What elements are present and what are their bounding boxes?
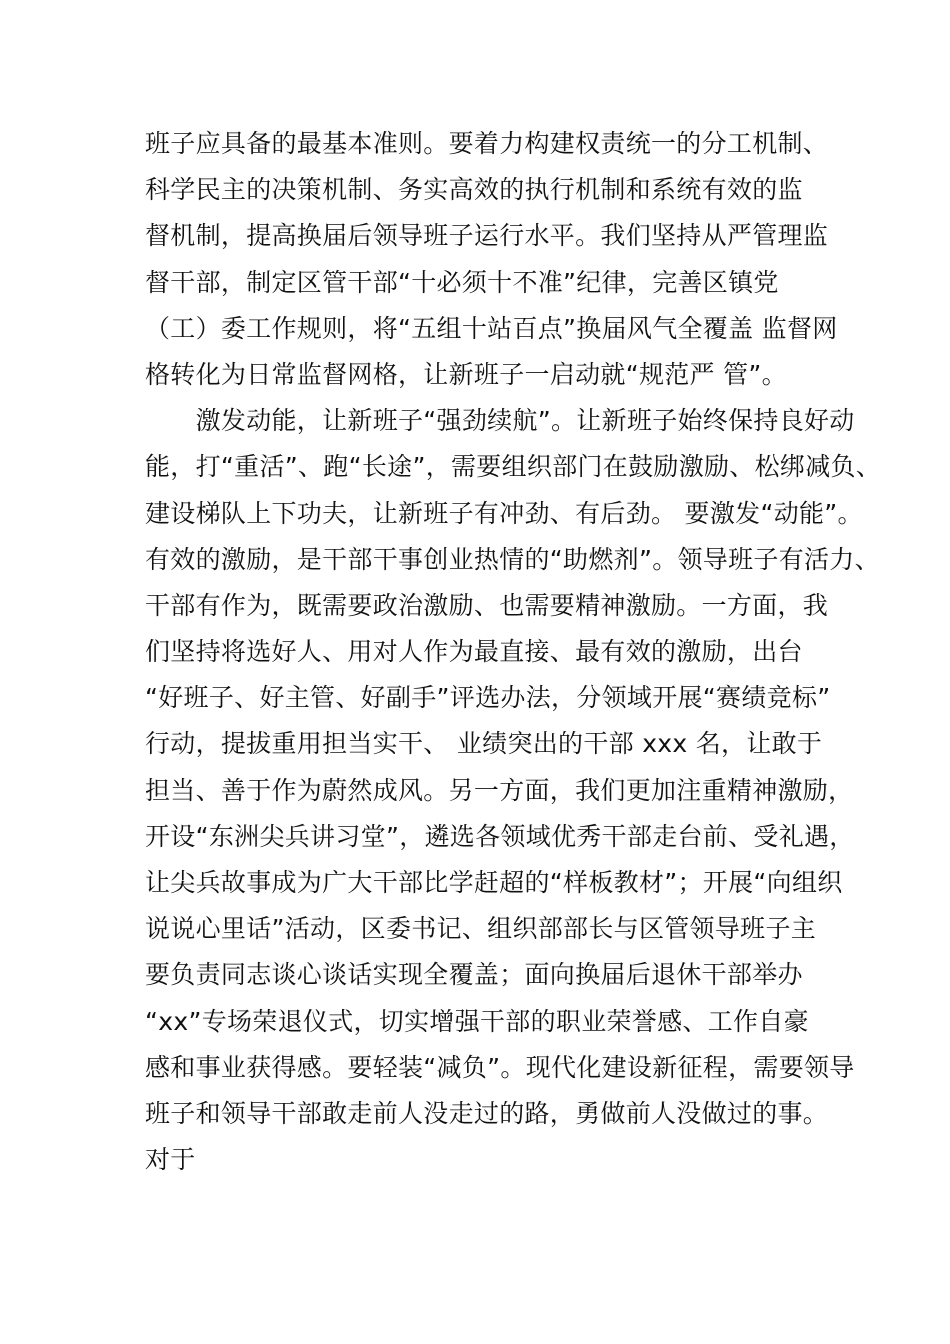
- text-line-11: 干部有作为，既需要政治激励、也需要精神激励。一方面，我: [145, 590, 829, 620]
- text-line-22: 班子和领导干部敢走前人没走过的路，勇做前人没做过的事。: [145, 1098, 829, 1128]
- text-line-20: “xx”专场荣退仪式，切实增强干部的职业荣誉感、工作自豪: [145, 1006, 809, 1036]
- text-line-4: 督干部，制定区管干部“十必须十不准”纪律，完善区镇党: [145, 267, 779, 297]
- text-line-16: 开设“东洲尖兵讲习堂”，遴选各领域优秀干部走台前、受礼遇，: [145, 821, 855, 851]
- text-line-18: 说说心里话”活动，区委书记、组织部部长与区管领导班子主: [145, 914, 817, 944]
- text-line-21: 感和事业获得感。要轻装“减负”。现代化建设新征程，需要领导: [145, 1052, 855, 1082]
- text-line-2: 科学民主的决策机制、务实高效的执行机制和系统有效的监: [145, 175, 803, 205]
- text-line-9: 建设梯队上下功夫，让新班子有冲劲、有后劲。 要激发“动能”。: [145, 498, 863, 528]
- body-text: [145, 121, 882, 1183]
- text-line-15: 担当、善于作为蔚然成风。另一方面，我们更加注重精神激励，: [145, 775, 854, 805]
- text-line-19: 要负责同志谈心谈话实现全覆盖；面向换届后退休干部举办: [145, 960, 803, 990]
- text-line-8: 能，打“重活”、跑“长途”，需要组织部门在鼓励激励、松绑减负、: [145, 452, 882, 482]
- text-line-5: （工）委工作规则，将“五组十站百点”换届风气全覆盖 监督网: [145, 313, 838, 343]
- text-line-14: 行动，提拔重用担当实干、 业绩突出的干部 xxx 名，让敢于: [145, 729, 823, 759]
- text-line-10: 有效的激励，是干部干事创业热情的“助燃剂”。领导班子有活力、: [145, 544, 880, 574]
- text-line-23: 对于: [145, 1145, 196, 1175]
- text-line-3: 督机制，提高换届后领导班子运行水平。我们坚持从严管理监: [145, 221, 829, 251]
- text-line-6: 格转化为日常监督网格，让新班子一启动就“规范严 管”。: [145, 359, 787, 389]
- text-line-12: 们坚持将选好人、用对人作为最直接、最有效的激励，出台: [145, 637, 803, 667]
- text-line-1: 班子应具备的最基本准则。要着力构建权责统一的分工机制、: [145, 129, 829, 158]
- text-line-7: 激发动能，让新班子“强劲续航”。让新班子始终保持良好动: [145, 406, 855, 436]
- text-line-17: 让尖兵故事成为广大干部比学赶超的“样板教材”；开展“向组织: [145, 868, 843, 897]
- text-line-13: “好班子、好主管、好副手”评选办法，分领域开展“赛绩竞标”: [145, 683, 831, 713]
